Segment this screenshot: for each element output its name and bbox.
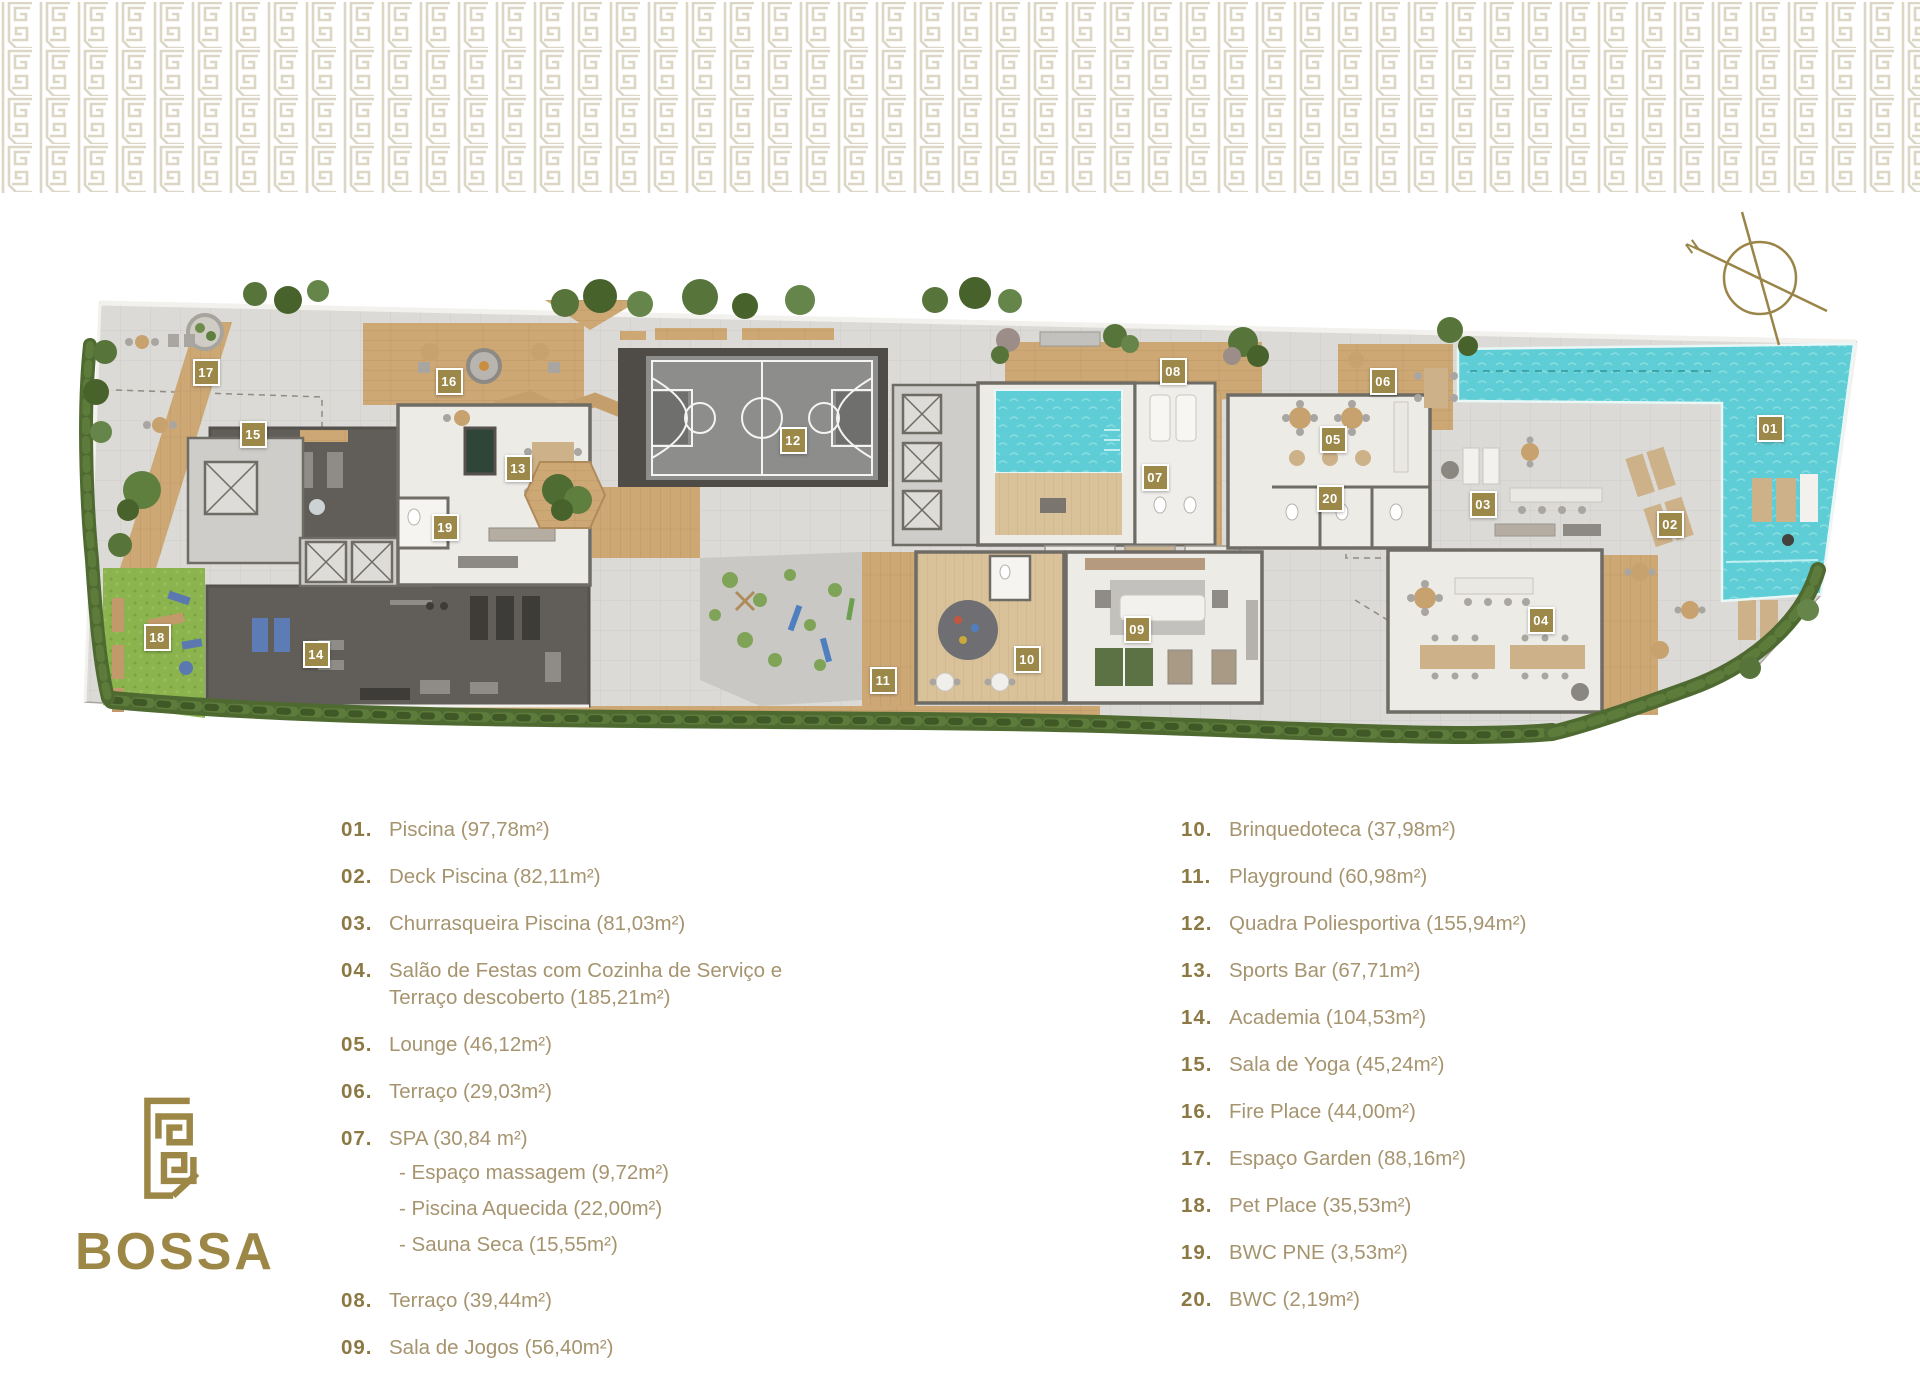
- area-academia: [207, 586, 589, 706]
- legend-item-text: Lounge (46,12m²): [389, 1033, 552, 1056]
- legend-item-text: Espaço Garden (88,16m²): [1229, 1147, 1467, 1170]
- legend-item: [341, 1125, 811, 1267]
- legend-item: [1181, 1098, 1651, 1125]
- legend-item-number: 17.: [1181, 1147, 1213, 1170]
- area-brinquedoteca: [916, 552, 1064, 703]
- legend-item-text: Quadra Poliesportiva (155,94m²): [1229, 912, 1527, 935]
- compass-icon: [1694, 212, 1827, 345]
- legend-item-number: 14.: [1181, 1006, 1213, 1029]
- plan-badge-05: 05: [1320, 426, 1347, 453]
- legend-item-text: SPA (30,84 m²) - Espaço massagem (9,72m²) - Piscina Aquecida (22,00m²) - Sauna Seca (15,55m²): [389, 1127, 670, 1256]
- bossa-monogram-icon: [129, 1096, 221, 1218]
- legend-item-text: Sala de Jogos (56,40m²): [389, 1336, 614, 1359]
- legend-item: [1181, 1145, 1651, 1172]
- legend-item-number: 15.: [1181, 1053, 1213, 1076]
- area-spa: [978, 383, 1215, 545]
- legend-item-text: Terraço (39,44m²): [389, 1289, 552, 1312]
- area-sala-de-jogos: [1066, 552, 1262, 703]
- legend-item-number: 19.: [1181, 1241, 1213, 1264]
- legend-item: [1181, 1004, 1651, 1031]
- legend-item: [341, 863, 811, 890]
- plan-badge-18: 18: [144, 624, 171, 651]
- plan-badge-20: 20: [1317, 485, 1344, 512]
- plan-badge-15: 15: [240, 421, 267, 448]
- legend-item-text: Academia (104,53m²): [1229, 1006, 1427, 1029]
- legend-item-text: Pet Place (35,53m²): [1229, 1194, 1412, 1217]
- piscina-aquecida: [995, 390, 1122, 473]
- legend-item-number: 08.: [341, 1289, 373, 1312]
- legend-item-number: 18.: [1181, 1194, 1213, 1217]
- legend-item-text: Churrasqueira Piscina (81,03m²): [389, 912, 686, 935]
- plan-badge-12: 12: [780, 427, 807, 454]
- legend-item-text: Sports Bar (67,71m²): [1229, 959, 1421, 982]
- legend-item-number: 11.: [1181, 865, 1212, 888]
- legend-item-number: 13.: [1181, 959, 1213, 982]
- pool-table: [465, 428, 495, 474]
- bossa-logo: [68, 1096, 282, 1282]
- legend-subitem: - Piscina Aquecida (22,00m²): [399, 1197, 663, 1220]
- legend-item: [1181, 910, 1651, 937]
- north-label: N: [1683, 237, 1703, 258]
- legend-item-number: 07.: [341, 1127, 373, 1150]
- legend-item: [1181, 1051, 1651, 1078]
- legend-item-text: Terraço (29,03m²): [389, 1080, 552, 1103]
- legend-item: [1181, 957, 1651, 984]
- legend-item: [341, 1031, 811, 1058]
- legend-item: [1181, 816, 1651, 843]
- plan-badge-04: 04: [1528, 607, 1555, 634]
- legend-item-number: 10.: [1181, 818, 1213, 841]
- legend-item-number: 12.: [1181, 912, 1213, 935]
- legend-item-number: 20.: [1181, 1288, 1213, 1311]
- legend-item-text: Piscina (97,78m²): [389, 818, 550, 841]
- legend-item-number: 05.: [341, 1033, 373, 1056]
- legend-item-text: BWC PNE (3,53m²): [1229, 1241, 1408, 1264]
- legend-item-number: 06.: [341, 1080, 373, 1103]
- legend-item-text: BWC (2,19m²): [1229, 1288, 1360, 1311]
- plan-badge-01: 01: [1757, 415, 1784, 442]
- plan-badge-13: 13: [505, 455, 532, 482]
- legend-item-text: Brinquedoteca (37,98m²): [1229, 818, 1456, 841]
- legend-subitem: - Sauna Seca (15,55m²): [399, 1233, 618, 1256]
- legend-item-number: 01.: [341, 818, 373, 841]
- area-lounge: [1228, 395, 1430, 548]
- area-quadra-poliesportiva: [618, 348, 888, 487]
- plan-badge-02: 02: [1657, 511, 1684, 538]
- plan-badge-11: 11: [870, 667, 897, 694]
- bossa-wordmark: BOSSA: [75, 1223, 275, 1281]
- legend-item-text: Salão de Festas com Cozinha de Serviço e Terraço descoberto (185,21m²): [389, 959, 783, 1009]
- legend-item-number: 16.: [1181, 1100, 1213, 1123]
- legend-item: [1181, 1192, 1651, 1219]
- legend-item: [341, 1334, 811, 1361]
- legend-column-right: [1181, 816, 1651, 1333]
- legend-item: [341, 1287, 811, 1314]
- legend-item-text: Deck Piscina (82,11m²): [389, 865, 601, 888]
- legend-item: [1181, 863, 1651, 890]
- legend-item: [341, 1078, 811, 1105]
- plan-badge-07: 07: [1142, 464, 1169, 491]
- plan-badge-09: 09: [1124, 616, 1151, 643]
- legend-item: [341, 957, 811, 1011]
- plan-badge-19: 19: [432, 514, 459, 541]
- legend-item-number: 02.: [341, 865, 373, 888]
- legend-item: [341, 816, 811, 843]
- legend-item-number: 03.: [341, 912, 373, 935]
- plan-badge-17: 17: [193, 359, 220, 386]
- legend-item-number: 04.: [341, 959, 373, 982]
- area-salao-de-festas: [1388, 550, 1602, 712]
- plan-badge-14: 14: [303, 641, 330, 668]
- salao-side-deck: [1600, 555, 1658, 715]
- legend-item-text: Playground (60,98m²): [1229, 865, 1428, 888]
- legend-item: [1181, 1286, 1651, 1313]
- legend-item: [341, 910, 811, 937]
- plan-badge-16: 16: [436, 368, 463, 395]
- plan-badge-08: 08: [1160, 358, 1187, 385]
- legend-item-text: Fire Place (44,00m²): [1229, 1100, 1416, 1123]
- plan-badge-03: 03: [1470, 491, 1497, 518]
- legend-item: [1181, 1239, 1651, 1266]
- plan-badge-06: 06: [1370, 368, 1397, 395]
- legend-item-number: 09.: [341, 1336, 373, 1359]
- legend-subitem: - Espaço massagem (9,72m²): [399, 1161, 670, 1184]
- plan-badge-10: 10: [1014, 646, 1041, 673]
- legend-item-text: Sala de Yoga (45,24m²): [1229, 1053, 1445, 1076]
- legend-column-left: [341, 816, 811, 1381]
